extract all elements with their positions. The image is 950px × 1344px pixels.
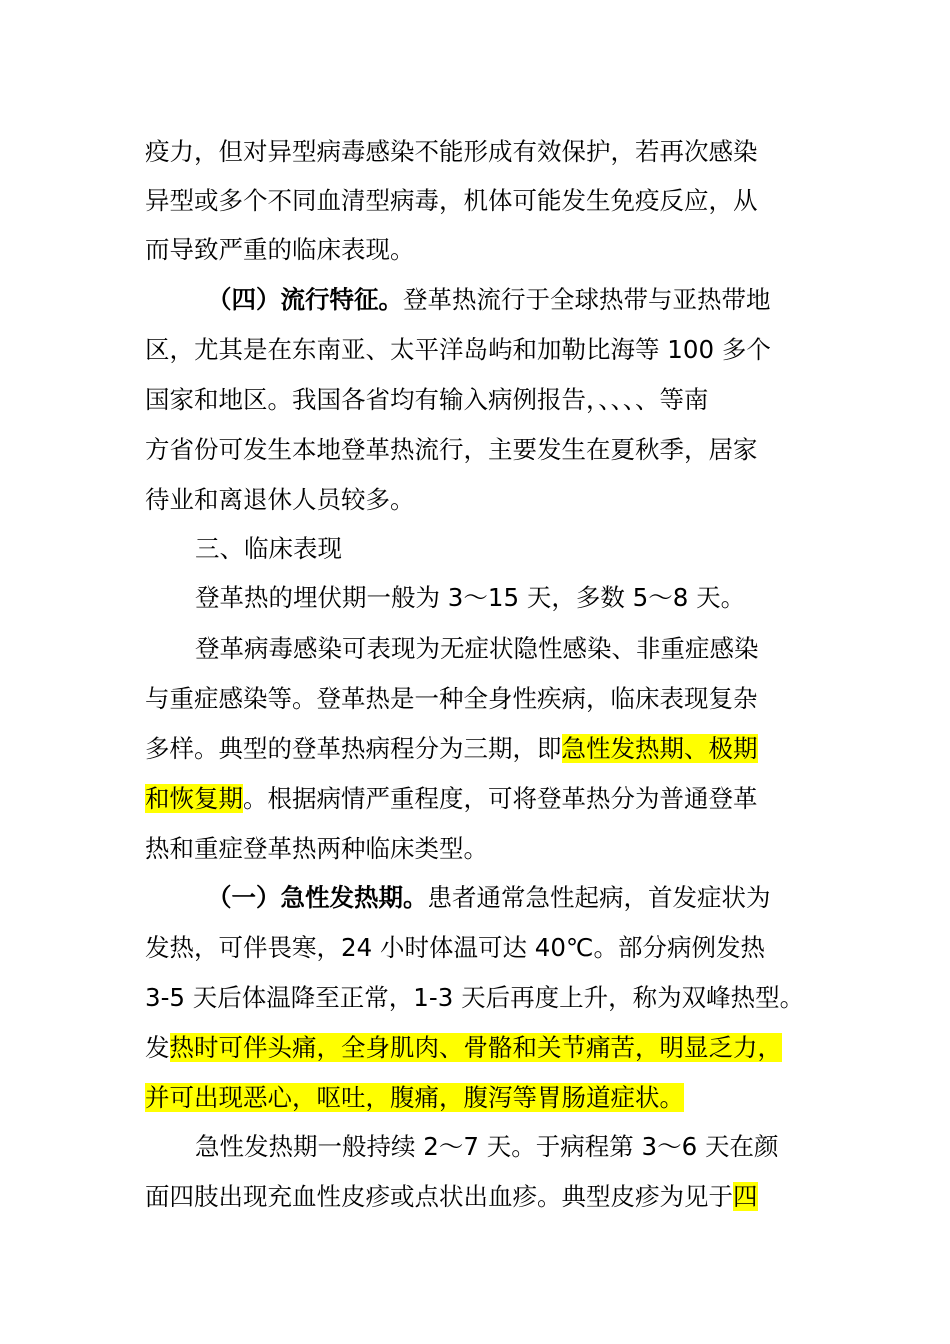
text-line: 而导致严重的临床表现。 [145, 235, 415, 264]
text-line: 国家和地区。我国各省均有输入病例报告，、、、、等南 [145, 385, 709, 414]
paragraph-line [207, 280, 771, 320]
paragraph-line [207, 878, 771, 918]
highlighted-text: 并可出现恶心，呕吐，腹痛，腹泻等胃肠道症状。 [145, 1083, 684, 1112]
text-line: 疫力，但对异型病毒感染不能形成有效保护，若再次感染 [145, 137, 758, 166]
highlighted-text: 四 [733, 1182, 758, 1211]
text-span: 多样。典型的登革热病程分为三期，即 [145, 734, 562, 763]
text-line: 待业和离退休人员较多。 [145, 485, 415, 514]
text-line: 方省份可发生本地登革热流行，主要发生在夏秋季，居家 [145, 435, 758, 464]
highlighted-text: 急性发热期、极期 [561, 734, 758, 763]
paragraph-line [145, 779, 758, 819]
text-line: 3-5 天后体温降至正常，1-3 天后再度上升，称为双峰热型。 [145, 983, 805, 1012]
paragraph-line [145, 1078, 684, 1118]
section-title: 三、临床表现 [195, 534, 342, 563]
paragraph-line [145, 1028, 782, 1068]
text-line: 异型或多个不同血清型病毒，机体可能发生免疫反应，从 [145, 186, 758, 215]
paragraph-line [145, 729, 758, 769]
highlighted-text: 和恢复期 [145, 784, 243, 813]
text-line: 区，尤其是在东南亚、太平洋岛屿和加勒比海等 100 多个 [145, 335, 771, 364]
text-line: 登革病毒感染可表现为无症状隐性感染、非重症感染 [195, 634, 759, 663]
text-line: 热和重症登革热两种临床类型。 [145, 834, 488, 863]
text-line: 登革热的埋伏期一般为 3～15 天，多数 5～8 天。 [195, 583, 746, 612]
text-span: 患者通常急性起病，首发症状为 [427, 883, 771, 912]
paragraph-line [145, 1177, 758, 1217]
text-line: 与重症感染等。登革热是一种全身性疾病，临床表现复杂 [145, 684, 758, 713]
highlighted-text: 热时可伴头痛，全身肌肉、骨骼和关节痛苦，明显乏力， [169, 1033, 782, 1062]
text-span: 面四肢出现充血性皮疹或点状出血疹。典型皮疹为见于 [145, 1182, 733, 1211]
text-span: 登革热流行于全球热带与亚热带地 [403, 285, 771, 314]
text-line: 急性发热期一般持续 2～7 天。于病程第 3～6 天在颜 [195, 1132, 779, 1161]
text-span: 发 [145, 1033, 170, 1062]
text-span: 。根据病情严重程度，可将登革热分为普通登革 [243, 784, 758, 813]
section-heading: （一）急性发热期。 [207, 883, 428, 912]
section-heading: （四）流行特征。 [207, 285, 403, 314]
text-line: 发热，可伴畏寒，24 小时体温可达 40℃。部分病例发热 [145, 933, 765, 962]
